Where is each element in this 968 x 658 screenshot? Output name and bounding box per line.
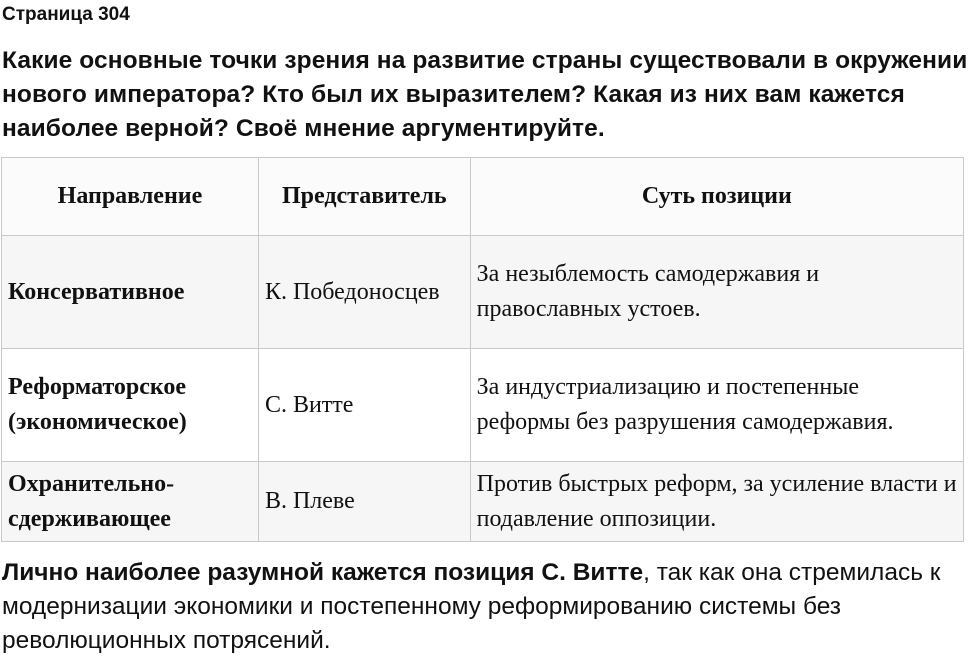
table-row (2, 236, 964, 349)
viewpoints-table (1, 157, 964, 542)
conclusion-rest: , так как она стремилась к модернизации экономики и постепенному реформированию системы без революционных потрясений. (2, 559, 941, 654)
position-cell: Против быстрых реформ, за усиление власти и подавление оппозиции. (470, 462, 963, 542)
representative-cell: С. Витте (258, 349, 470, 462)
question-text: Какие основные точки зрения на развитие страны существовали в окружении нового императора? Кто был их выразителем? Какая из них вам кажется наиболее верной? Своё мнение аргументируйте. (2, 47, 968, 142)
direction-cell: Консервативное (2, 236, 259, 349)
header-position: Суть позиции (470, 158, 963, 236)
representative-cell: В. Плеве (258, 462, 470, 542)
position-cell: За индустриализацию и постепенные реформы без разрушения самодержавия. (470, 349, 963, 462)
page-label: Страница 304 (2, 4, 130, 25)
table-row (2, 349, 964, 462)
table-row (2, 462, 964, 542)
conclusion-text (2, 556, 962, 658)
table-header-row (2, 158, 964, 236)
representative-cell: К. Победоносцев (258, 236, 470, 349)
direction-cell: Реформаторское (экономическое) (2, 349, 259, 462)
position-cell: За незыблемость самодержавия и православных устоев. (470, 236, 963, 349)
conclusion-bold: Лично наиболее разумной кажется позиция С. Витте (2, 559, 644, 586)
header-direction: Направление (2, 158, 259, 236)
direction-cell: Охранительно-сдерживающее (2, 462, 259, 542)
header-representative: Представитель (258, 158, 470, 236)
